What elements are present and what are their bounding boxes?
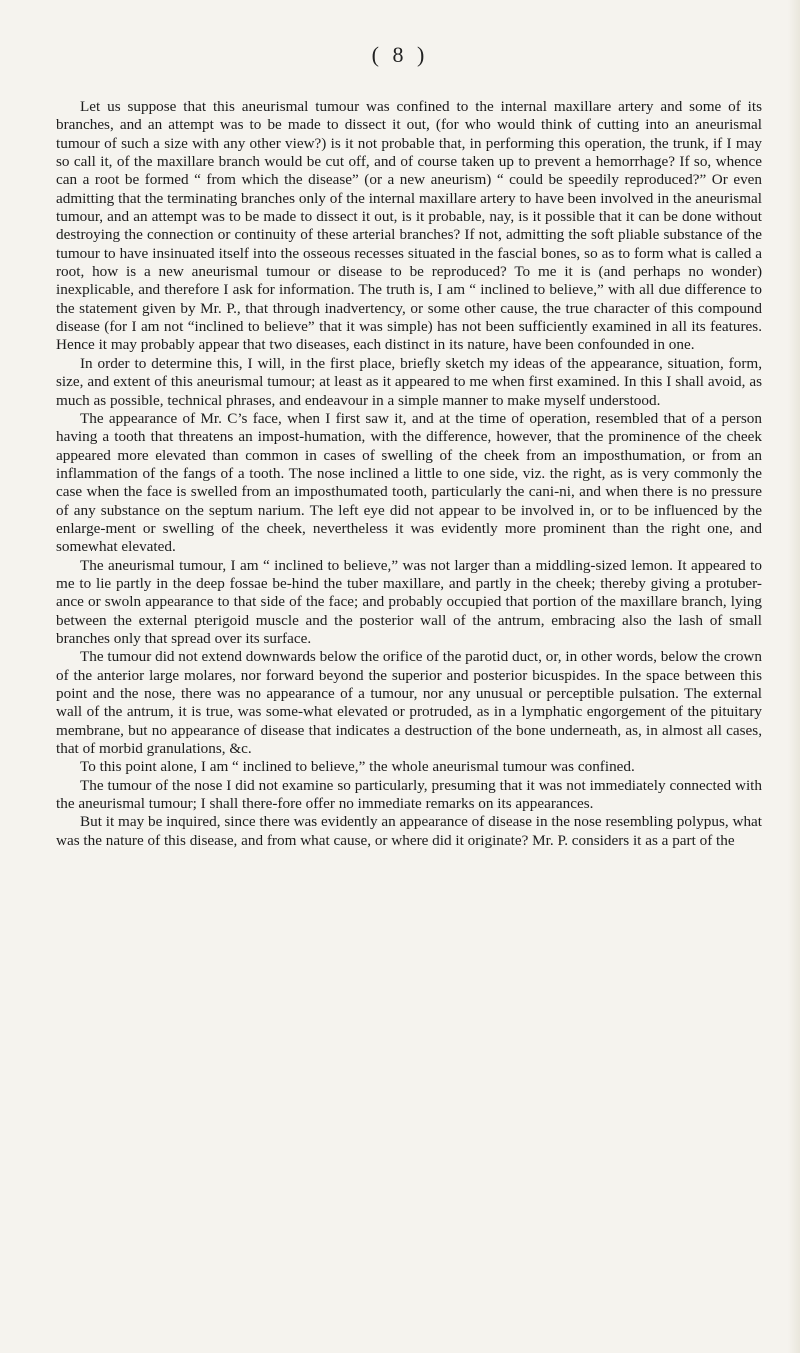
paragraph-7: The tumour of the nose I did not examine so particularly, presuming that it was not immediately connected with the aneurismal tumour; I shall there-fore offer no immediate remarks on its appearances. [56,776,762,813]
paragraph-4: The aneurismal tumour, I am “ inclined to believe,” was not larger than a middling-sized lemon. It appeared to me to lie partly in the deep fossae be-hind the tuber maxillare, and partly in the cheek; thereby giving a protuber-ance or swoln appearance to that side of the face; and probably occupied that portion of the maxillare branch, lying between the external pterigoid muscle and the posterior wall of the antrum, embracing also the lash of small branches only that spread over its surface. [56,556,762,647]
page-edge-shadow [788,0,800,1353]
paragraph-1: Let us suppose that this aneurismal tumour was confined to the internal maxillare artery and some of its branches, and an attempt was to be made to dissect it out, (for who would think of cutting into an aneurismal tumour of such a size with any other view?) is it not probable that, in performing this operation, the trunk, if I may so call it, of the maxillare branch would be cut off, and of course taken up to prevent a hemorrhage? If so, whence can a root be formed “ from which the disease” (or a new aneurism) “ could be speedily reproduced?” Or even admitting that the terminating branches only of the internal maxillare artery to have been involved in the aneurismal tumour, and an attempt was to be made to dissect it out, is it probable, nay, is it possible that it can be done without destroying the connection or continuity of these arterial branches? If not, admitting the soft pliable substance of the tumour to have insinuated itself into the osseous recesses situated in the fascial bones, so as to form what is called a root, how is a new aneurismal tumour or disease to be reproduced? To me it is (and perhaps no wonder) inexplicable, and therefore I ask for information. The truth is, I am “ inclined to believe,” with all due difference to the statement given by Mr. P., that through inadvertency, or some other cause, the true character of this compound disease (for I am not “inclined to believe” that it was simple) has not been sufficiently examined in all its features. Hence it may probably appear that two diseases, each distinct in its nature, have been confounded in one. [56,98,762,354]
paragraph-3: The appearance of Mr. C’s face, when I first saw it, and at the time of operation, resembled that of a person having a tooth that threatens an impost-humation, with the difference, however, that the prominence of the cheek appeared more elevated than common in cases of swelling of the cheek from an imposthumation, or from an inflammation of the fangs of a tooth. The nose inclined a little to one side, viz. the right, as is very commonly the case when the face is swelled from an imposthumated tooth, particularly the cani-ni, and when there is no pressure of any substance on the septum narium. The left eye did not appear to be involved in, or to be influenced by the enlarge-ment or swelling of the cheek, nevertheless it was evidently more prominent than the right one, and somewhat elevated. [56,409,762,556]
page-number: ( 8 ) [371,42,429,67]
paragraph-8: But it may be inquired, since there was evidently an appearance of disease in the nose resembling polypus, what was the nature of this disease, and from what cause, or where did it originate? Mr. P. considers it as a part of the [56,813,762,849]
paragraph-6: To this point alone, I am “ inclined to believe,” the whole aneurismal tumour was confined. [80,758,635,776]
paragraph-2: In order to determine this, I will, in the first place, briefly sketch my ideas of the appearance, situation, form, size, and extent of this aneurismal tumour; at least as it appeared to me when first examined. In this I shall avoid, as much as possible, technical phrases, and endeavour in a simple manner to make myself understood. [56,354,762,409]
paragraph-5: The tumour did not extend downwards below the orifice of the parotid duct, or, in other words, below the crown of the anterior large molares, nor forward beyond the superior and posterior bicuspides. In the space between this point and the nose, there was no appearance of a tumour, nor any unusual or perceptible pulsation. The external wall of the antrum, it is true, was some-what elevated or protruded, as in a lymphatic engorgement of the pituitary membrane, but no appearance of disease that indicates a destruction of the bone underneath, as, in almost all cases, that of morbid granulations, &c. [56,648,762,758]
body-text [56,98,762,850]
